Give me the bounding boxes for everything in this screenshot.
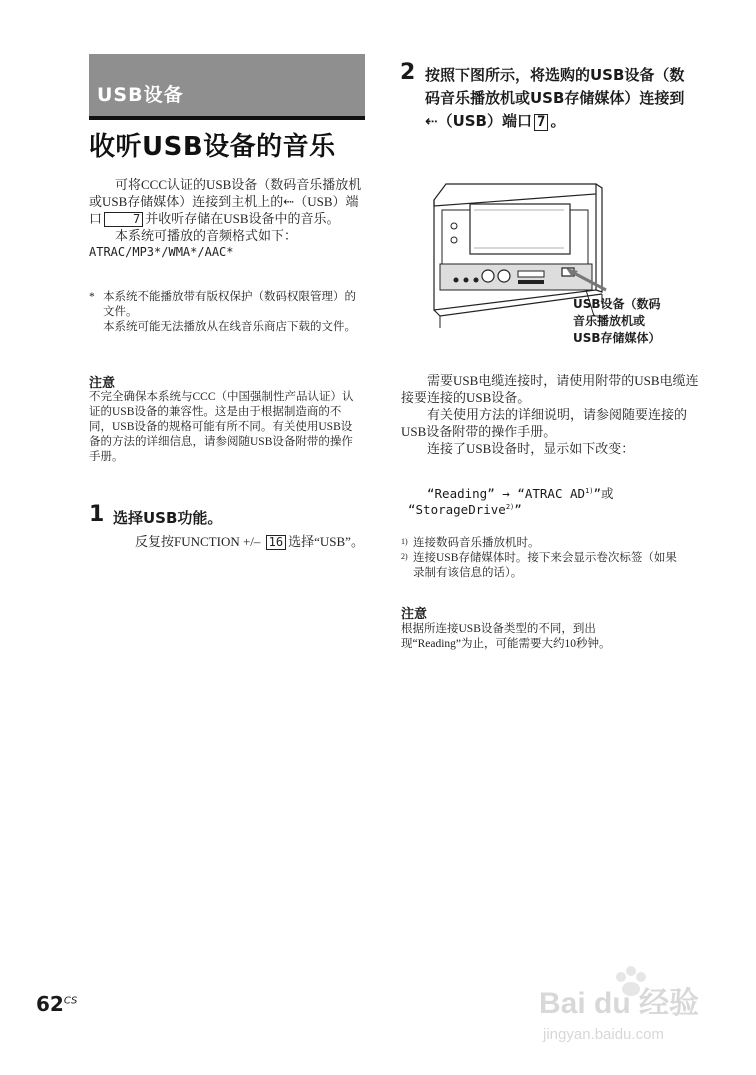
footnote-item — [401, 536, 681, 551]
footnote-item — [401, 551, 681, 581]
figure-caption-line2: 音乐播放机或 — [573, 314, 646, 328]
display-atrac-end: ”或 — [593, 486, 614, 501]
footnote-mark: 2) — [401, 552, 408, 561]
footnote-text: 连接USB存储媒体时。接下来会显示卷次标签（如果录制有该信息的话）。 — [413, 552, 677, 579]
function-button-badge: 16 — [266, 535, 286, 550]
figure-caption-line1: USB设备（数码 — [573, 297, 661, 311]
display-sequence-line1 — [427, 484, 614, 502]
footnote-line1: 本系统不能播放带有版权保护（数码权限管理）的文件。 — [103, 291, 356, 318]
step1-body-b: 选择“USB”。 — [288, 534, 364, 549]
usb-icon: ⇠ — [283, 194, 295, 209]
arrow-icon: → — [502, 486, 510, 501]
display-atrac-sup: 1) — [585, 486, 594, 495]
note-heading-left: 注意 — [89, 376, 116, 391]
usb-icon: ⇠ — [425, 112, 438, 130]
figure-caption-line3: USB存储媒体） — [573, 331, 661, 345]
step2-number: 2 — [400, 60, 416, 85]
display-storage-end: ” — [514, 502, 522, 517]
step2-text-b: （USB）端口 — [437, 112, 532, 130]
step1-body-a: 反复按FUNCTION +/– — [135, 534, 264, 549]
right-para2: 有关使用方法的详细说明，请参阅随要连接的USB设备附带的操作手册。 — [401, 407, 688, 439]
display-sequence-line2 — [408, 502, 522, 517]
right-body-text — [401, 372, 701, 457]
intro-para2: 本系统可播放的音频格式如下： — [115, 228, 298, 243]
footnote-star — [89, 290, 367, 335]
step1-body — [113, 533, 365, 550]
watermark-url: jingyan.baidu.com — [543, 1026, 664, 1043]
step2-text-a: 按照下图所示，将选购的USB设备（数码音乐播放机或USB存储媒体）连接到 — [425, 66, 685, 107]
intro-para1-c: 并收听存储在USB设备中的音乐。 — [145, 211, 340, 226]
footnote-text: 连接数码音乐播放机时。 — [413, 537, 540, 549]
step1-title: 选择USB功能。 — [113, 509, 223, 527]
intro-text — [89, 176, 367, 261]
intro-para1-b: （USB）端口 — [89, 194, 359, 226]
right-para1: 需要USB电缆连接时，请使用附带的USB电缆连接要连接的USB设备。 — [401, 373, 699, 405]
note-body-right: 根据所连接USB设备类型的不同，到出现“Reading”为止，可能需要大约10秒钟。 — [401, 623, 611, 650]
page-number-suffix: CS — [63, 995, 78, 1007]
step1-number: 1 — [89, 502, 105, 527]
watermark-brand: Bai du 经验 — [539, 987, 700, 1020]
note-body-left: 不完全确保本系统与CCC（中国强制性产品认证）认证的USB设备的兼容性。这是由于根据制造商的不同，USB设备的规格可能有所不同。有关使用USB设备的方法的详细信息，请参阅随USB设备附带的操作手册。 — [89, 391, 354, 463]
intro-para1-a: 可将CCC认证的USB设备（数码音乐播放机或USB存储媒体）连接到主机上的 — [89, 177, 362, 209]
right-para3: 连接了USB设备时，显示如下改变： — [427, 441, 635, 456]
page-number — [36, 992, 77, 1016]
footnote-mark: * — [89, 291, 95, 303]
page-title: 收听USB设备的音乐 — [89, 132, 336, 162]
step2-text — [425, 64, 687, 133]
display-storage: “StorageDrive — [408, 502, 506, 517]
figure-caption — [573, 296, 661, 347]
display-storage-sup: 2) — [505, 502, 515, 511]
page-number-value: 62 — [36, 992, 64, 1016]
section-banner-label: USB设备 — [97, 84, 184, 106]
footnote-mark: 1) — [401, 537, 408, 546]
display-reading: “Reading” — [427, 486, 495, 501]
footnote-line2: 本系统可能无法播放从在线音乐商店下载的文件。 — [103, 321, 356, 333]
port-number-badge: 7 — [104, 212, 143, 227]
formats-line: ATRAC/MP3*/WMA*/AAC* — [89, 245, 234, 259]
note-heading-right: 注意 — [401, 607, 428, 622]
display-atrac: “ATRAC AD — [517, 486, 586, 501]
baidu-jingyan-watermark — [533, 955, 733, 1050]
port-number-badge: 7 — [534, 114, 548, 131]
footnotes-right — [401, 536, 681, 581]
banner-rule — [89, 116, 365, 120]
step2-text-c: 。 — [550, 112, 566, 130]
